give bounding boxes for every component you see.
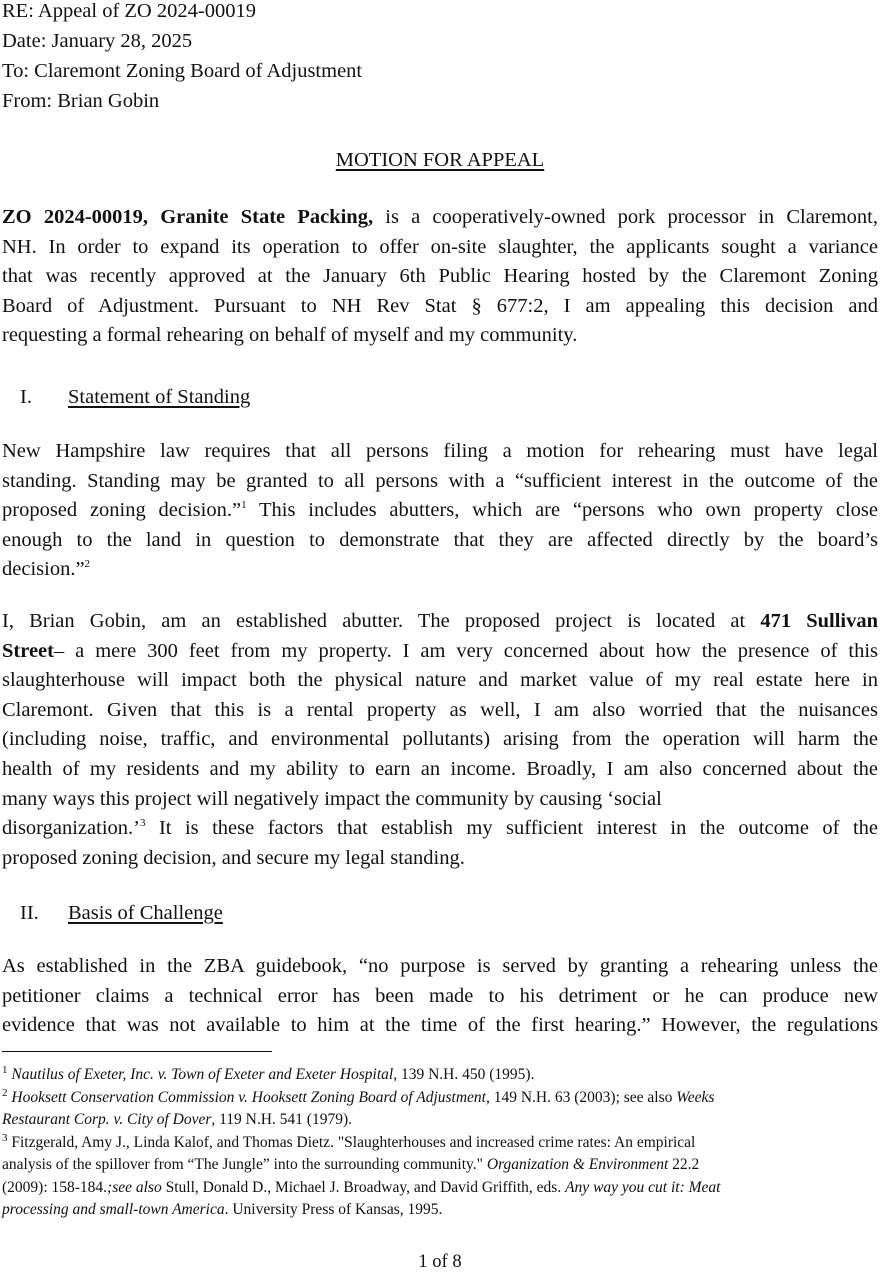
standing-p2-line-1: I, Brian Gobin, am an established abutter. The proposed project is located at 471 Sullivan — [2, 610, 878, 632]
standing-p2-line-2: Street– a mere 300 feet from my property. I am very concerned about how the presence of this — [2, 639, 878, 662]
challenge-line-1: As established in the ZBA guidebook, “no purpose is served by granting a rehearing unless the — [2, 955, 878, 977]
document-title-text: MOTION FOR APPEAL — [335, 149, 545, 171]
footnote-ref-2[interactable]: 2 — [84, 558, 91, 571]
standing-p2-line-6: health of my residents and my ability to earn an income. Broadly, I am also concerned about the — [2, 757, 878, 780]
standing-p2-line-7: many ways this project will negatively impact the community by causing ‘social — [2, 787, 662, 810]
standing-p2-line-8: disorganization.’$^3$ It is these factors that establish my sufficient interest in the outcome of the — [2, 817, 878, 840]
intro-line-5: requesting a formal rehearing on behalf of myself and my community. — [2, 324, 578, 347]
standing-paragraph-2 — [2, 607, 878, 873]
document-title — [0, 146, 880, 174]
section-1-title: Statement of Standing — [68, 386, 251, 408]
footnote-3-line-4: processing and small-town America. University Press of Kansas, 1995. — [2, 1201, 443, 1218]
footnote-2-line-2: Restaurant Corp. v. City of Dover, 119 N.H. 541 (1979). — [2, 1111, 353, 1128]
standing-p1-line-5: decision.”$^2$ — [2, 558, 91, 581]
section-1-number: I. — [20, 386, 32, 408]
intro-line-3: that was recently approved at the January 6th Public Hearing hosted by the Claremont Zoning — [2, 265, 878, 288]
standing-paragraph-1 — [2, 437, 878, 585]
intro-line-4: Board of Adjustment. Pursuant to NH Rev Stat § 677:2, I am appealing this decision and — [2, 294, 878, 317]
challenge-paragraph — [2, 952, 878, 1041]
intro-line-1: ZO 2024-00019, Granite State Packing, is a cooperatively-owned pork processor in Claremont, — [2, 206, 878, 228]
standing-p1-line-1: New Hampshire law requires that all persons filing a motion for rehearing must have legal — [2, 440, 878, 462]
address-bold: 471 Sullivan — [760, 610, 878, 632]
intro-line-2: NH. In order to expand its operation to offer on-site slaughter, the applicants sought a variance — [2, 235, 878, 258]
header-date: Date: January 28, 2025 — [2, 30, 193, 52]
footnotes — [2, 1064, 878, 1222]
header-from: From: Brian Gobin — [2, 90, 160, 112]
section-2-title: Basis of Challenge — [68, 902, 223, 924]
standing-p2-line-5: (including noise, traffic, and environmental pollutants) arising from the operation will harm the — [2, 728, 878, 751]
intro-lead: ZO 2024-00019, Granite State Packing, — [2, 206, 374, 228]
standing-p2-line-9: proposed zoning decision, and secure my legal standing. — [2, 846, 465, 869]
footnote-3-line-3: (2009): 158-184.;see also Stull, Donald D., Michael J. Broadway, and David Griffith, eds. Any way you cut it: Meat — [2, 1178, 721, 1196]
footnote-ref-3[interactable]: 3 — [139, 817, 146, 830]
footnote-ref-1[interactable]: 1 — [241, 499, 247, 512]
footnote-3-line-2: analysis of the spillover from “The Jungle” into the surrounding community." Organization & Environment 22.2 — [2, 1156, 700, 1173]
standing-p1-line-4: enough to the land in question to demonstrate that they are affected directly by the board’s — [2, 528, 878, 551]
footnote-3-line-1: $^3$ Fitzgerald, Amy J., Linda Kalof, and Thomas Dietz. "Slaughterhouses and increased crime rates: An empirical — [2, 1131, 696, 1151]
standing-p2-line-4: Claremont. Given that this is a rental property as well, I am also worried that the nuisances — [2, 698, 878, 721]
standing-p2-line-3: slaughterhouse will impact both the physical nature and market value of my real estate here in — [2, 669, 878, 692]
footnote-1: $^1$ Nautilus of Exeter, Inc. v. Town of Exeter and Exeter Hospital, 139 N.H. 450 (1995). — [2, 1063, 535, 1083]
intro-paragraph — [2, 203, 878, 351]
section-2-number: II. — [20, 902, 39, 924]
standing-p1-line-3: proposed zoning decision.”$^1$ This includes abutters, which are “persons who own property close — [2, 499, 878, 522]
header-to: To: Claremont Zoning Board of Adjustment — [2, 60, 363, 82]
footnote-2-line-1: $^2$ Hooksett Conservation Commission v. Hooksett Zoning Board of Adjustment, 149 N.H. 63 (2003); see also Weeks — [2, 1086, 715, 1106]
challenge-line-2: petitioner claims a technical error has been made to his detriment or he can produce new — [2, 984, 878, 1007]
header-re: RE: Appeal of ZO 2024-00019 — [2, 0, 256, 22]
challenge-line-3: evidence that was not available to him at the time of the first hearing.” However, the regulations — [2, 1014, 878, 1037]
footnote-separator — [2, 1051, 272, 1052]
standing-p1-line-2: standing. Standing may be granted to all persons with a “sufficient interest in the outcome of the — [2, 469, 878, 492]
page-number: 1 of 8 — [418, 1252, 462, 1272]
